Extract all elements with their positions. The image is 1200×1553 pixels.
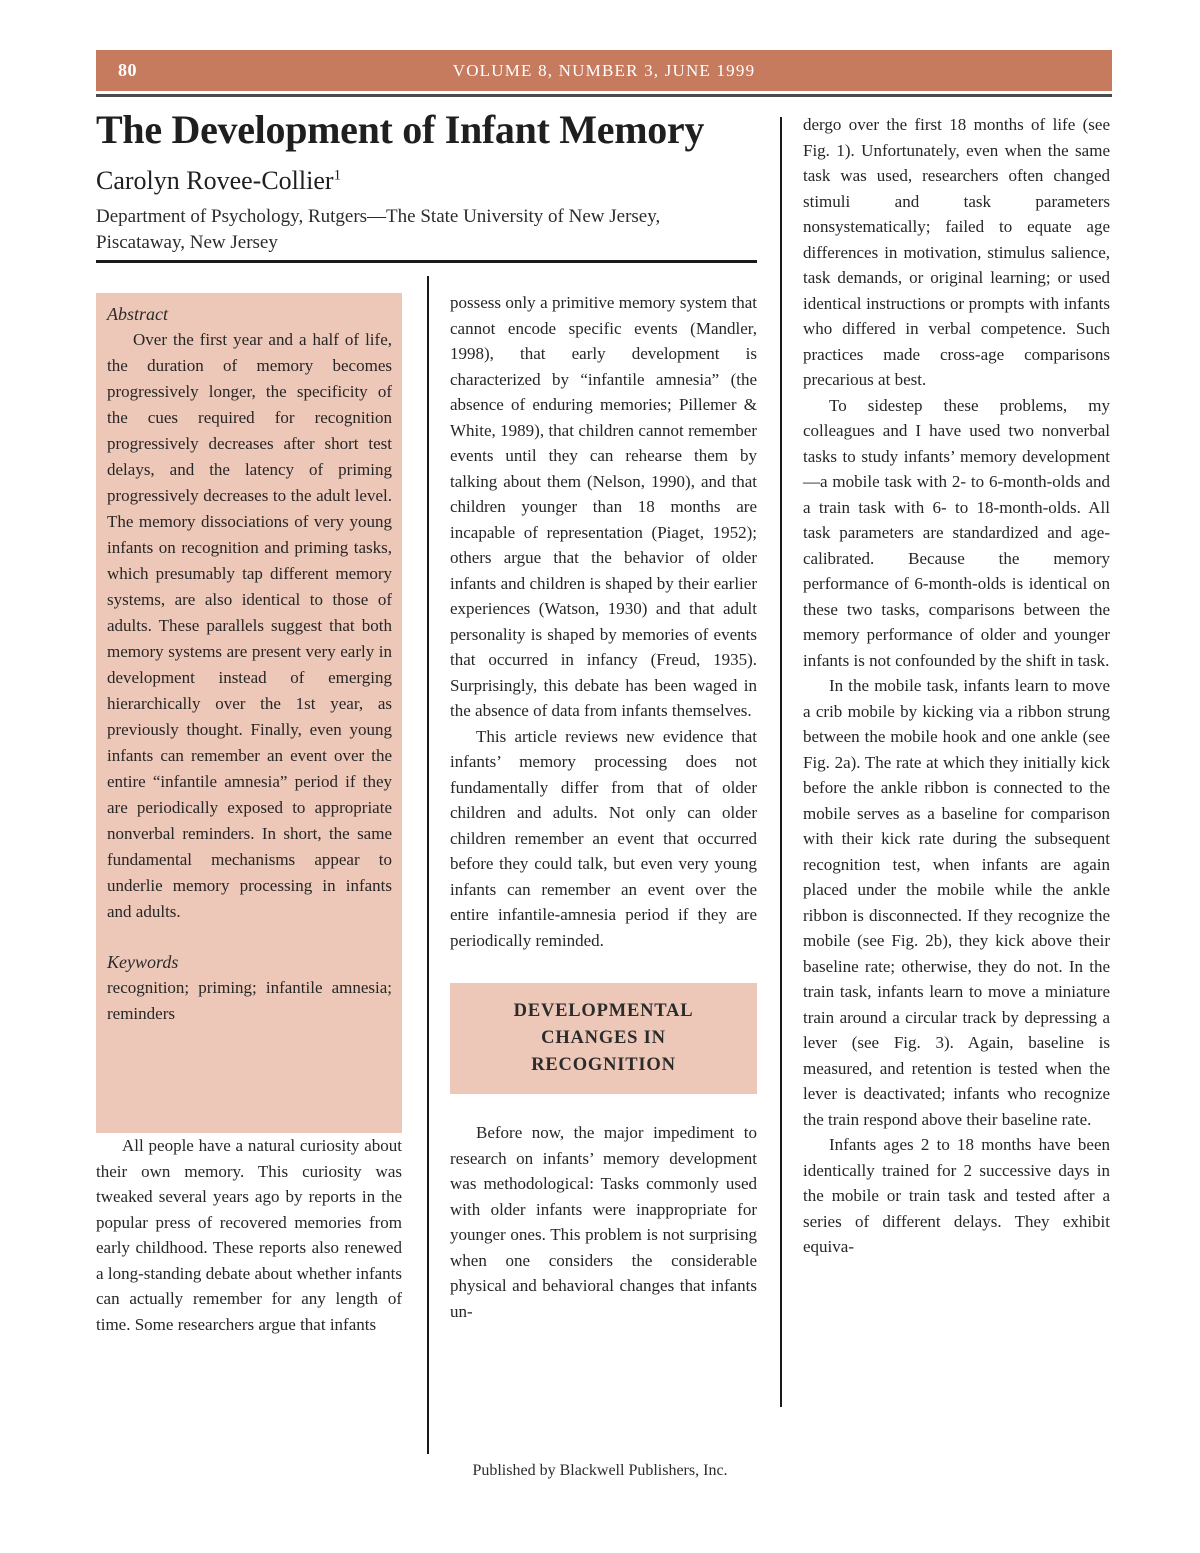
body-paragraph: dergo over the first 18 months of life (see Fig. 1). Unfortunately, even when the same task was used, researchers often changed stimuli and task parameters nonsystematically; failed to equate age differences in motivation, stimulus salience, task demands, or original learning; or used identical instructions or prompts with infants who differed in verbal competence. Such practices made cross-age comparisons precarious at best. <box>803 115 1110 389</box>
column-left <box>96 293 402 1337</box>
body-paragraph: Infants ages 2 to 18 months have been identically trained for 2 successive days in the mobile or train task and tested after a series of different delays. They exhibit equiva- <box>803 1135 1110 1256</box>
author-name: Carolyn Rovee-Collier <box>96 166 334 195</box>
body-paragraph: To sidestep these problems, my colleagues and I have used two nonverbal tasks to study infants’ memory development—a mobile task with 2- to 6-month-olds and a train task with 6- to 18-month-olds. All task parameters are standardized and age-calibrated. Because the memory performance of 6-month-olds is identical on these two tasks, comparisons between the memory performance of older and younger infants is not confounded by the shift in task. <box>803 395 1110 670</box>
abstract-body: Over the first year and a half of life, the duration of memory becomes progressively longer, the specificity of the cues required for recognition progressively decreases after short test delays, and the latency of priming progressively decreases to the adult level. The memory dissociations of very young infants on recognition and priming tasks, which presumably tap different memory systems, are also identical to those of adults. These parallels suggest that both memory systems are present very early in development instead of emerging hierarchically over the 1st year, as previously thought. Finally, even young infants can remember an event over the entire “infantile amnesia” period if they are periodically exposed to appropriate nonverbal reminders. In short, the same fundamental mechanisms appear to underlie memory processing in infants and adults. <box>107 330 392 921</box>
column-middle <box>450 290 757 1324</box>
title-rule <box>96 260 757 263</box>
column-right <box>803 112 1110 1260</box>
header-rule <box>96 94 1112 97</box>
header-bar <box>96 50 1112 91</box>
author-footnote-mark: 1 <box>333 167 342 184</box>
body-paragraph: In the mobile task, infants learn to move a crib mobile by kicking via a ribbon strung between the mobile hook and one ankle (see Fig. 2a). The rate at which they initially kick before the ankle ribbon is connected to the mobile serves as a baseline for comparison with their kick rate during the subsequent recognition test, when infants are again placed under the mobile while the ankle ribbon is disconnected. If they recognize the mobile (see Fig. 2b), they kick above their baseline rate; otherwise, they do not. In the train task, infants learn to move a miniature train around a circular track by depressing a lever (see Fig. 3). Again, baseline is measured, and retention is tested when the lever is deactivated; infants who recognize the train respond above their baseline rate. <box>803 676 1110 1129</box>
body-paragraph: Before now, the major impediment to research on infants’ memory development was methodological: Tasks commonly used with older infants were inappropriate for younger ones. This problem is not surprising when one considers the considerable physical and behavioral changes that infants un- <box>450 1123 757 1321</box>
page-number: 80 <box>118 60 137 80</box>
affiliation-line-1: Department of Psychology, Rutgers—The State University of New Jersey, <box>96 206 661 227</box>
section-heading: DEVELOPMENTAL CHANGES IN RECOGNITION <box>513 1001 694 1075</box>
body-paragraph: All people have a natural curiosity about their own memory. This curiosity was tweaked several years ago by reports in the popular press of recovered memories from early childhood. These reports also renewed a long-standing debate about whether infants can actually remember for any length of time. Some researchers argue that infants <box>96 1136 402 1334</box>
column-divider-right <box>780 117 782 1407</box>
article-title: The Development of Infant Memory <box>96 107 705 152</box>
column-divider-left <box>427 276 429 1454</box>
author-line <box>96 166 341 196</box>
section-heading-box <box>450 983 757 1094</box>
body-paragraph: This article reviews new evidence that infants’ memory processing does not fundamentally differ from that of older children and adults. Not only can older children remember an event that occurred before they could talk, but even very young infants can remember an event over the entire infantile-amnesia period if they are periodically reminded. <box>450 726 757 950</box>
abstract-panel <box>96 293 402 1133</box>
keywords-heading: Keywords <box>107 952 179 972</box>
publisher-footer: Published by Blackwell Publishers, Inc. <box>472 1462 728 1479</box>
affiliation-line-2: Piscataway, New Jersey <box>96 232 278 253</box>
affiliation <box>96 204 716 256</box>
body-paragraph: possess only a primitive memory system that cannot encode specific events (Mandler, 1998), that early development is characterized by “infantile amnesia” (the absence of enduring memories; Pillemer & White, 1989), that children cannot remember events until they can rehearse them by talking about them (Nelson, 1990), and that children younger than 18 months are incapable of representation (Piaget, 1952); others argue that the behavior of older infants and children is shaped by their earlier experiences (Watson, 1930) and that adult personality is shaped by memories of events that occurred in infancy (Freud, 1935). Surprisingly, this debate has been waged in the absence of data from infants themselves. <box>450 293 757 720</box>
keywords-body: recognition; priming; infantile amnesia; reminders <box>107 978 392 1023</box>
issue-line: VOLUME 8, NUMBER 3, JUNE 1999 <box>452 60 756 80</box>
abstract-heading: Abstract <box>107 304 168 324</box>
